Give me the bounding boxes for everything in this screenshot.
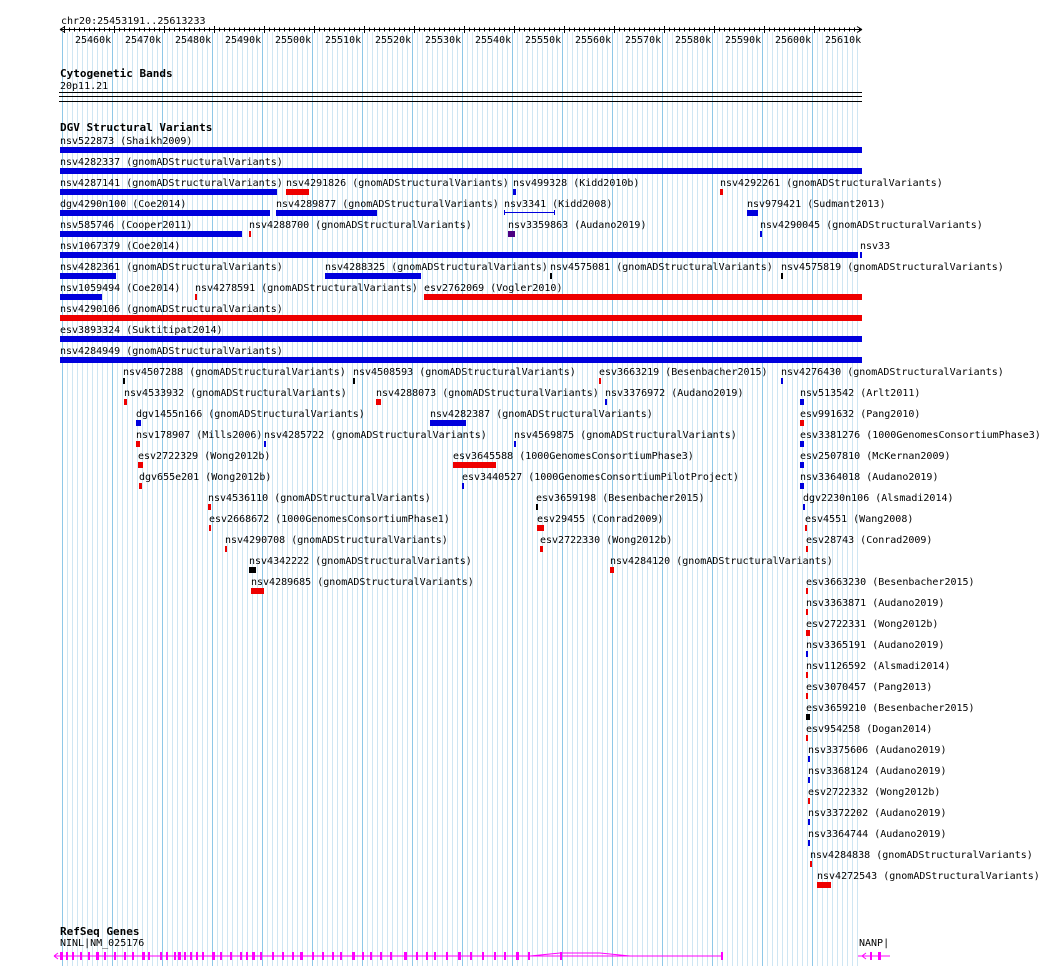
variant-glyph[interactable] [800, 399, 804, 405]
dgv-track-title: DGV Structural Variants [60, 121, 213, 134]
variant-label[interactable]: nsv1067379 (Coe2014) [60, 241, 181, 252]
variant-label[interactable]: nsv4288325 (gnomADStructuralVariants) [325, 262, 548, 273]
variant-label[interactable]: nsv4276430 (gnomADStructuralVariants) [781, 367, 1004, 378]
variant-label[interactable]: esv3663230 (Besenbacher2015) [806, 577, 975, 588]
variant-glyph[interactable] [60, 147, 862, 153]
variant-glyph[interactable] [508, 231, 515, 237]
variant-label[interactable]: nsv1059494 (Coe2014) [60, 283, 181, 294]
variant-label[interactable]: esv2668672 (1000GenomesConsortiumPhase1) [209, 514, 450, 525]
variant-glyph[interactable] [808, 840, 810, 846]
variant-label[interactable]: nsv4290106 (gnomADStructuralVariants) [60, 304, 283, 315]
gene-exon[interactable] [246, 952, 248, 960]
variant-label[interactable]: nsv4282361 (gnomADStructuralVariants) [60, 262, 283, 273]
ruler-tick-label: 25600k [775, 35, 812, 46]
variant-glyph[interactable] [249, 567, 256, 573]
variant-glyph[interactable] [251, 588, 264, 594]
variant-glyph[interactable] [514, 441, 516, 447]
variant-label[interactable]: esv3070457 (Pang2013) [806, 682, 933, 693]
variant-glyph[interactable] [60, 294, 102, 300]
variant-label[interactable]: esv3659198 (Besenbacher2015) [536, 493, 705, 504]
variant-label[interactable]: esv3645588 (1000GenomesConsortiumPhase3) [453, 451, 694, 462]
variant-label[interactable]: nsv3376972 (Audano2019) [605, 388, 744, 399]
gene-exon[interactable] [370, 952, 372, 960]
variant-label[interactable]: nsv3365191 (Audano2019) [806, 640, 945, 651]
ruler-tick-label: 25580k [675, 35, 712, 46]
variant-label[interactable]: nsv3341 (Kidd2008) [504, 199, 613, 210]
variant-label[interactable]: esv954258 (Dogan2014) [806, 724, 933, 735]
gene-exon[interactable] [148, 952, 150, 960]
variant-glyph[interactable] [806, 609, 808, 615]
variant-label[interactable]: nsv585746 (Cooper2011) [60, 220, 193, 231]
variant-glyph[interactable] [537, 525, 544, 531]
variant-glyph[interactable] [536, 504, 538, 510]
variant-label[interactable]: nsv4288073 (gnomADStructuralVariants) [376, 388, 599, 399]
cytobands-track-title: Cytogenetic Bands [60, 67, 173, 80]
variant-label[interactable]: nsv513542 (Arlt2011) [800, 388, 921, 399]
variant-glyph[interactable] [747, 210, 758, 216]
ruler-tick-label: 25530k [425, 35, 462, 46]
variant-label[interactable]: nsv4575081 (gnomADStructuralVariants) [550, 262, 773, 273]
variant-glyph[interactable] [60, 210, 270, 216]
variant-glyph[interactable] [504, 212, 555, 213]
variant-label[interactable]: esv3381276 (1000GenomesConsortiumPhase3) [800, 430, 1041, 441]
variant-label[interactable]: nsv3375606 (Audano2019) [808, 745, 947, 756]
variant-glyph[interactable] [60, 336, 862, 342]
variant-label[interactable]: esv4551 (Wang2008) [805, 514, 914, 525]
variant-label[interactable]: esv28743 (Conrad2009) [806, 535, 933, 546]
variant-label[interactable]: esv2722331 (Wong2012b) [806, 619, 939, 630]
gene-exon[interactable] [434, 952, 436, 960]
variant-glyph[interactable] [60, 252, 858, 258]
variant-label[interactable]: nsv4508593 (gnomADStructuralVariants) [353, 367, 576, 378]
variant-glyph[interactable] [806, 630, 810, 636]
variant-label[interactable]: esv3440527 (1000GenomesConsortiumPilotProject) [462, 472, 739, 483]
variant-label[interactable]: nsv499328 (Kidd2010b) [513, 178, 640, 189]
variant-glyph[interactable] [462, 483, 464, 489]
ruler-tick-label: 25460k [75, 35, 112, 46]
variant-glyph[interactable] [138, 462, 143, 468]
variant-glyph[interactable] [453, 462, 496, 468]
variant-glyph[interactable] [209, 525, 211, 531]
gene-exon[interactable] [66, 952, 68, 960]
variant-label[interactable]: esv2507810 (McKernan2009) [800, 451, 951, 462]
gene-exon[interactable] [96, 952, 99, 960]
variant-label[interactable]: nsv4289877 (gnomADStructuralVariants) [276, 199, 499, 210]
variant-label[interactable]: nsv3364018 (Audano2019) [800, 472, 939, 483]
variant-glyph[interactable] [781, 273, 783, 279]
ruler-tick-label: 25570k [625, 35, 662, 46]
variant-glyph[interactable] [430, 420, 466, 426]
variant-label[interactable]: nsv4282387 (gnomADStructuralVariants) [430, 409, 653, 420]
variant-glyph[interactable] [599, 378, 601, 384]
gene-models[interactable] [0, 946, 890, 966]
location-label: chr20:25453191..25613233 [61, 16, 206, 27]
variant-glyph[interactable] [806, 588, 808, 594]
variant-label[interactable]: nsv4342222 (gnomADStructuralVariants) [249, 556, 472, 567]
gene-exon[interactable] [516, 952, 519, 960]
variant-glyph[interactable] [817, 882, 831, 888]
variant-glyph[interactable] [513, 189, 516, 195]
variant-glyph[interactable] [60, 273, 116, 279]
variant-glyph[interactable] [195, 294, 197, 300]
variant-label[interactable]: nsv4287141 (gnomADStructuralVariants) [60, 178, 283, 189]
gene-exon[interactable] [292, 952, 294, 960]
ruler-tick-label: 25540k [475, 35, 512, 46]
gene-label-ninl[interactable]: NINL|NM_025176 [60, 938, 145, 949]
variant-glyph[interactable] [550, 273, 552, 279]
variant-glyph[interactable] [60, 168, 862, 174]
variant-glyph[interactable] [60, 315, 862, 321]
gene-exon[interactable] [870, 952, 872, 960]
variant-glyph[interactable] [806, 651, 808, 657]
gene-exon[interactable] [272, 952, 274, 960]
variant-glyph[interactable] [806, 672, 808, 678]
variant-glyph[interactable] [60, 189, 277, 195]
variant-label[interactable]: nsv4533932 (gnomADStructuralVariants) [124, 388, 347, 399]
variant-glyph[interactable] [781, 378, 783, 384]
variant-label[interactable]: nsv979421 (Sudmant2013) [747, 199, 886, 210]
gene-exon[interactable] [362, 952, 364, 960]
variant-glyph[interactable] [208, 504, 211, 510]
variant-label[interactable]: nsv4291826 (gnomADStructuralVariants) [286, 178, 509, 189]
ruler-tick-label: 25490k [225, 35, 262, 46]
gene-exon[interactable] [220, 952, 222, 960]
variant-glyph[interactable] [720, 189, 723, 195]
variant-glyph[interactable] [808, 756, 810, 762]
gene-exon[interactable] [260, 952, 262, 960]
variant-glyph[interactable] [60, 231, 242, 237]
gene-exon[interactable] [426, 952, 428, 960]
variant-label[interactable]: nsv4284949 (gnomADStructuralVariants) [60, 346, 283, 357]
variant-glyph[interactable] [806, 693, 808, 699]
variant-glyph[interactable] [760, 231, 762, 237]
variant-glyph[interactable] [800, 462, 804, 468]
gene-exon[interactable] [528, 952, 530, 960]
variant-glyph[interactable] [286, 189, 309, 195]
variant-label[interactable]: nsv4292261 (gnomADStructuralVariants) [720, 178, 943, 189]
variant-label[interactable]: nsv4284120 (gnomADStructuralVariants) [610, 556, 833, 567]
variant-label[interactable]: nsv4569875 (gnomADStructuralVariants) [514, 430, 737, 441]
gene-exon[interactable] [184, 952, 186, 960]
gene-exon[interactable] [312, 952, 314, 960]
variant-glyph[interactable] [860, 252, 862, 258]
variant-glyph[interactable] [123, 378, 125, 384]
variant-glyph[interactable] [225, 546, 227, 552]
variant-glyph[interactable] [60, 357, 862, 363]
gene-exon[interactable] [166, 952, 168, 960]
variant-label[interactable]: dgv2230n106 (Alsmadi2014) [803, 493, 954, 504]
variant-glyph[interactable] [136, 441, 140, 447]
ruler-tick-label: 25520k [375, 35, 412, 46]
variant-glyph[interactable] [808, 798, 810, 804]
variant-glyph[interactable] [610, 567, 614, 573]
variant-label[interactable]: nsv4290708 (gnomADStructuralVariants) [225, 535, 448, 546]
variant-label[interactable]: nsv522873 (Shaikh2009) [60, 136, 193, 147]
variant-label[interactable]: nsv4288700 (gnomADStructuralVariants) [249, 220, 472, 231]
variant-label[interactable]: nsv3363871 (Audano2019) [806, 598, 945, 609]
variant-label[interactable]: esv29455 (Conrad2009) [537, 514, 664, 525]
variant-label[interactable]: nsv4575819 (gnomADStructuralVariants) [781, 262, 1004, 273]
cytoband-bar-bottom [59, 96, 862, 97]
variant-label[interactable]: dgv1455n166 (gnomADStructuralVariants) [136, 409, 365, 420]
variant-label[interactable]: esv3663219 (Besenbacher2015) [599, 367, 768, 378]
variant-glyph[interactable] [276, 210, 377, 216]
gene-exon[interactable] [404, 952, 407, 960]
gene-exon[interactable] [322, 952, 324, 960]
variant-label[interactable]: dgv655e201 (Wong2012b) [139, 472, 272, 483]
variant-glyph[interactable] [805, 525, 807, 531]
variant-glyph[interactable] [808, 819, 810, 825]
gene-exon[interactable] [240, 952, 242, 960]
gene-exon[interactable] [190, 952, 192, 960]
gene-exon[interactable] [196, 952, 198, 960]
ruler-tick-label: 25560k [575, 35, 612, 46]
ruler-tick-label: 25610k [825, 35, 862, 46]
variant-label[interactable]: nsv178907 (Mills2006) [136, 430, 263, 441]
variant-glyph[interactable] [800, 483, 804, 489]
gene-exon[interactable] [178, 952, 181, 960]
variant-label[interactable]: nsv4289685 (gnomADStructuralVariants) [251, 577, 474, 588]
ruler-tick-label: 25470k [125, 35, 162, 46]
gene-exon[interactable] [132, 952, 134, 960]
ruler-tick-label: 25480k [175, 35, 212, 46]
gene-exon[interactable] [721, 952, 723, 960]
variant-glyph[interactable] [800, 441, 804, 447]
variant-glyph[interactable] [249, 231, 251, 237]
variant-glyph[interactable] [376, 399, 381, 405]
gene-exon[interactable] [230, 952, 232, 960]
ruler-tick-label: 25500k [275, 35, 312, 46]
variant-label[interactable]: esv2722332 (Wong2012b) [808, 787, 941, 798]
variant-label[interactable]: nsv4507288 (gnomADStructuralVariants) [123, 367, 346, 378]
gene-exon[interactable] [560, 952, 562, 960]
gene-exon[interactable] [482, 952, 484, 960]
variant-glyph[interactable] [424, 294, 862, 300]
variant-label[interactable]: nsv4278591 (gnomADStructuralVariants) [195, 283, 418, 294]
variant-label[interactable]: esv3893324 (Suktitipat2014) [60, 325, 223, 336]
gene-exon[interactable] [458, 952, 461, 960]
variant-label[interactable]: nsv4290045 (gnomADStructuralVariants) [760, 220, 983, 231]
gene-exon[interactable] [124, 952, 126, 960]
variant-glyph[interactable] [136, 420, 141, 426]
cytoband-bar-top [59, 92, 862, 93]
gene-exon[interactable] [104, 952, 106, 960]
variant-label[interactable]: nsv4282337 (gnomADStructuralVariants) [60, 157, 283, 168]
variant-glyph[interactable] [139, 483, 142, 489]
gene-exon[interactable] [174, 952, 176, 960]
gene-exon[interactable] [212, 952, 215, 960]
variant-label[interactable]: nsv4285722 (gnomADStructuralVariants) [264, 430, 487, 441]
gene-exon[interactable] [72, 952, 74, 960]
variant-label[interactable]: nsv33 [860, 241, 891, 252]
gene-exon[interactable] [88, 952, 90, 960]
variant-glyph[interactable] [810, 861, 812, 867]
gene-exon[interactable] [390, 952, 392, 960]
gene-exon[interactable] [252, 952, 255, 960]
gene-exon[interactable] [142, 952, 145, 960]
track-divider [59, 101, 862, 102]
variant-label[interactable]: nsv3364744 (Audano2019) [808, 829, 947, 840]
gene-exon[interactable] [380, 952, 382, 960]
variant-label[interactable]: nsv1126592 (Alsmadi2014) [806, 661, 951, 672]
variant-label[interactable]: nsv3359863 (Audano2019) [508, 220, 647, 231]
variant-label[interactable]: nsv4536110 (gnomADStructuralVariants) [208, 493, 431, 504]
variant-label[interactable]: nsv4284838 (gnomADStructuralVariants) [810, 850, 1033, 861]
gene-exon[interactable] [300, 952, 303, 960]
gene-exon[interactable] [340, 952, 342, 960]
variant-glyph[interactable] [124, 399, 127, 405]
variant-label[interactable]: nsv3368124 (Audano2019) [808, 766, 947, 777]
ruler-tick-label: 25510k [325, 35, 362, 46]
variant-label[interactable]: nsv4272543 (gnomADStructuralVariants) [817, 871, 1040, 882]
gene-exon[interactable] [504, 952, 506, 960]
refseq-track-title: RefSeq Genes [60, 925, 140, 938]
gene-exon[interactable] [60, 952, 63, 960]
gene-exon[interactable] [352, 952, 355, 960]
variant-glyph[interactable] [605, 399, 607, 405]
variant-glyph[interactable] [800, 420, 804, 426]
gene-exon[interactable] [80, 952, 82, 960]
variant-glyph[interactable] [264, 441, 266, 447]
variant-glyph[interactable] [808, 777, 810, 783]
variant-label[interactable]: esv3659210 (Besenbacher2015) [806, 703, 975, 714]
variant-glyph[interactable] [353, 378, 355, 384]
gene-exon[interactable] [416, 952, 418, 960]
gene-exon[interactable] [202, 952, 204, 960]
variant-label[interactable]: nsv3372202 (Audano2019) [808, 808, 947, 819]
variant-glyph[interactable] [806, 546, 808, 552]
ruler-tick-label: 25550k [525, 35, 562, 46]
variant-label[interactable]: esv2762069 (Vogler2010) [424, 283, 563, 294]
gene-label-nanp[interactable]: NANP| [859, 938, 890, 949]
variant-glyph[interactable] [806, 735, 808, 741]
gene-exon[interactable] [282, 952, 284, 960]
gene-exon[interactable] [878, 952, 881, 960]
gene-exon[interactable] [160, 952, 162, 960]
gene-exon[interactable] [114, 952, 116, 960]
variant-label[interactable]: esv2722329 (Wong2012b) [138, 451, 271, 462]
variant-glyph[interactable] [325, 273, 421, 279]
variant-glyph[interactable] [806, 714, 810, 720]
variant-label[interactable]: esv2722330 (Wong2012b) [540, 535, 673, 546]
variant-glyph[interactable] [803, 504, 805, 510]
variant-label[interactable]: esv991632 (Pang2010) [800, 409, 921, 420]
cytoband-label: 20p11.21 [60, 81, 109, 92]
gene-exon[interactable] [494, 952, 496, 960]
ruler-tick-label: 25590k [725, 35, 762, 46]
variant-label[interactable]: dgv4290n100 (Coe2014) [60, 199, 187, 210]
gene-exon[interactable] [470, 952, 472, 960]
variant-glyph[interactable] [540, 546, 543, 552]
gene-exon[interactable] [332, 952, 334, 960]
gene-exon[interactable] [446, 952, 448, 960]
